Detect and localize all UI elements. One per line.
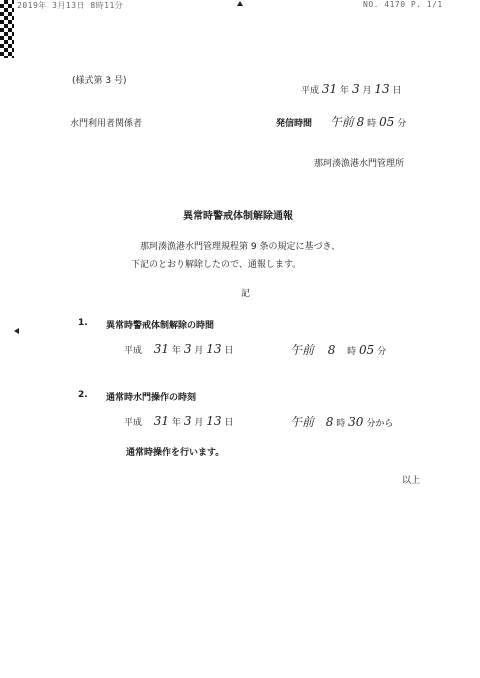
sent-time-label: 発信時間 <box>276 119 313 129</box>
sent-time-ampm: 午前 <box>329 115 354 129</box>
item-1-hour-unit: 時 <box>347 347 357 357</box>
date-month-unit: 月 <box>362 86 372 96</box>
item-1-month-unit: 月 <box>194 346 204 356</box>
sent-time <box>276 113 406 130</box>
item-1-time <box>290 341 386 358</box>
date-year-unit: 年 <box>340 86 350 96</box>
item-2-minute: 30 <box>348 415 364 429</box>
item-2-time <box>290 413 393 430</box>
form-number: (様式第 3 号) <box>72 76 127 86</box>
item-1-minute-unit: 分 <box>377 347 387 357</box>
sent-time-hour-unit: 時 <box>367 119 377 129</box>
sent-time-minute: 05 <box>379 115 395 129</box>
item-2-day: 13 <box>206 414 222 428</box>
item-1-month: 3 <box>183 342 192 356</box>
item-2-month-unit: 月 <box>194 418 204 428</box>
registration-mark <box>14 328 19 334</box>
item-1-minute: 05 <box>359 343 375 357</box>
document-title: 異常時警戒体制解除通報 <box>183 211 293 222</box>
item-1-era: 平成 <box>124 346 143 356</box>
date-year: 31 <box>321 82 338 96</box>
item-2-day-unit: 日 <box>224 418 234 428</box>
ki-mark: 記 <box>241 289 251 299</box>
item-1-hour: 8 <box>327 343 336 357</box>
item-1-day-unit: 日 <box>224 346 234 356</box>
intro-line-1: 那珂湊漁港水門管理規程第 9 条の規定に基づき、 <box>140 242 341 252</box>
date-day-unit: 日 <box>392 86 402 96</box>
item-1-heading: 異常時警戒体制解除の時間 <box>106 321 215 331</box>
item-1-day: 13 <box>206 342 222 356</box>
intro-line-2: 下記のとおり解除したので、通報します。 <box>131 260 302 270</box>
sender: 那珂湊漁港水門管理所 <box>314 159 405 169</box>
item-1-ampm: 午前 <box>290 343 315 357</box>
date-day: 13 <box>374 82 390 96</box>
item-2-month: 3 <box>183 414 192 428</box>
date-era: 平成 <box>301 86 320 96</box>
item-2-year: 31 <box>153 414 170 428</box>
fax-page-info: NO. 4170 P. 1/1 <box>363 0 443 9</box>
item-2-hour-unit: 時 <box>336 419 346 429</box>
sent-time-minute-unit: 分 <box>397 119 407 129</box>
item-2-minute-unit: 分から <box>366 419 394 429</box>
item-2-year-unit: 年 <box>171 418 181 428</box>
sent-time-hour: 8 <box>356 115 365 129</box>
item-1-number: 1. <box>78 318 88 328</box>
item-2-number: 2. <box>78 390 88 400</box>
item-2-era: 平成 <box>124 418 143 428</box>
fax-checker-mark <box>0 0 14 58</box>
closing-ijou: 以上 <box>402 476 421 486</box>
item-2-hour: 8 <box>325 415 334 429</box>
recipient: 水門利用者関係者 <box>70 119 143 129</box>
item-2-note: 通常時操作を行います。 <box>126 448 225 458</box>
item-2-ampm: 午前 <box>290 415 315 429</box>
item-1-date <box>124 342 233 356</box>
fax-datetime: 2019年 3月13日 8時11分 <box>17 1 124 10</box>
document-date <box>301 82 402 96</box>
item-2-heading: 通常時水門操作の時刻 <box>106 393 197 403</box>
date-month: 3 <box>351 82 360 96</box>
item-1-year-unit: 年 <box>171 346 181 356</box>
item-1-year: 31 <box>153 342 170 356</box>
registration-mark <box>237 1 243 6</box>
item-2-date <box>124 414 233 428</box>
